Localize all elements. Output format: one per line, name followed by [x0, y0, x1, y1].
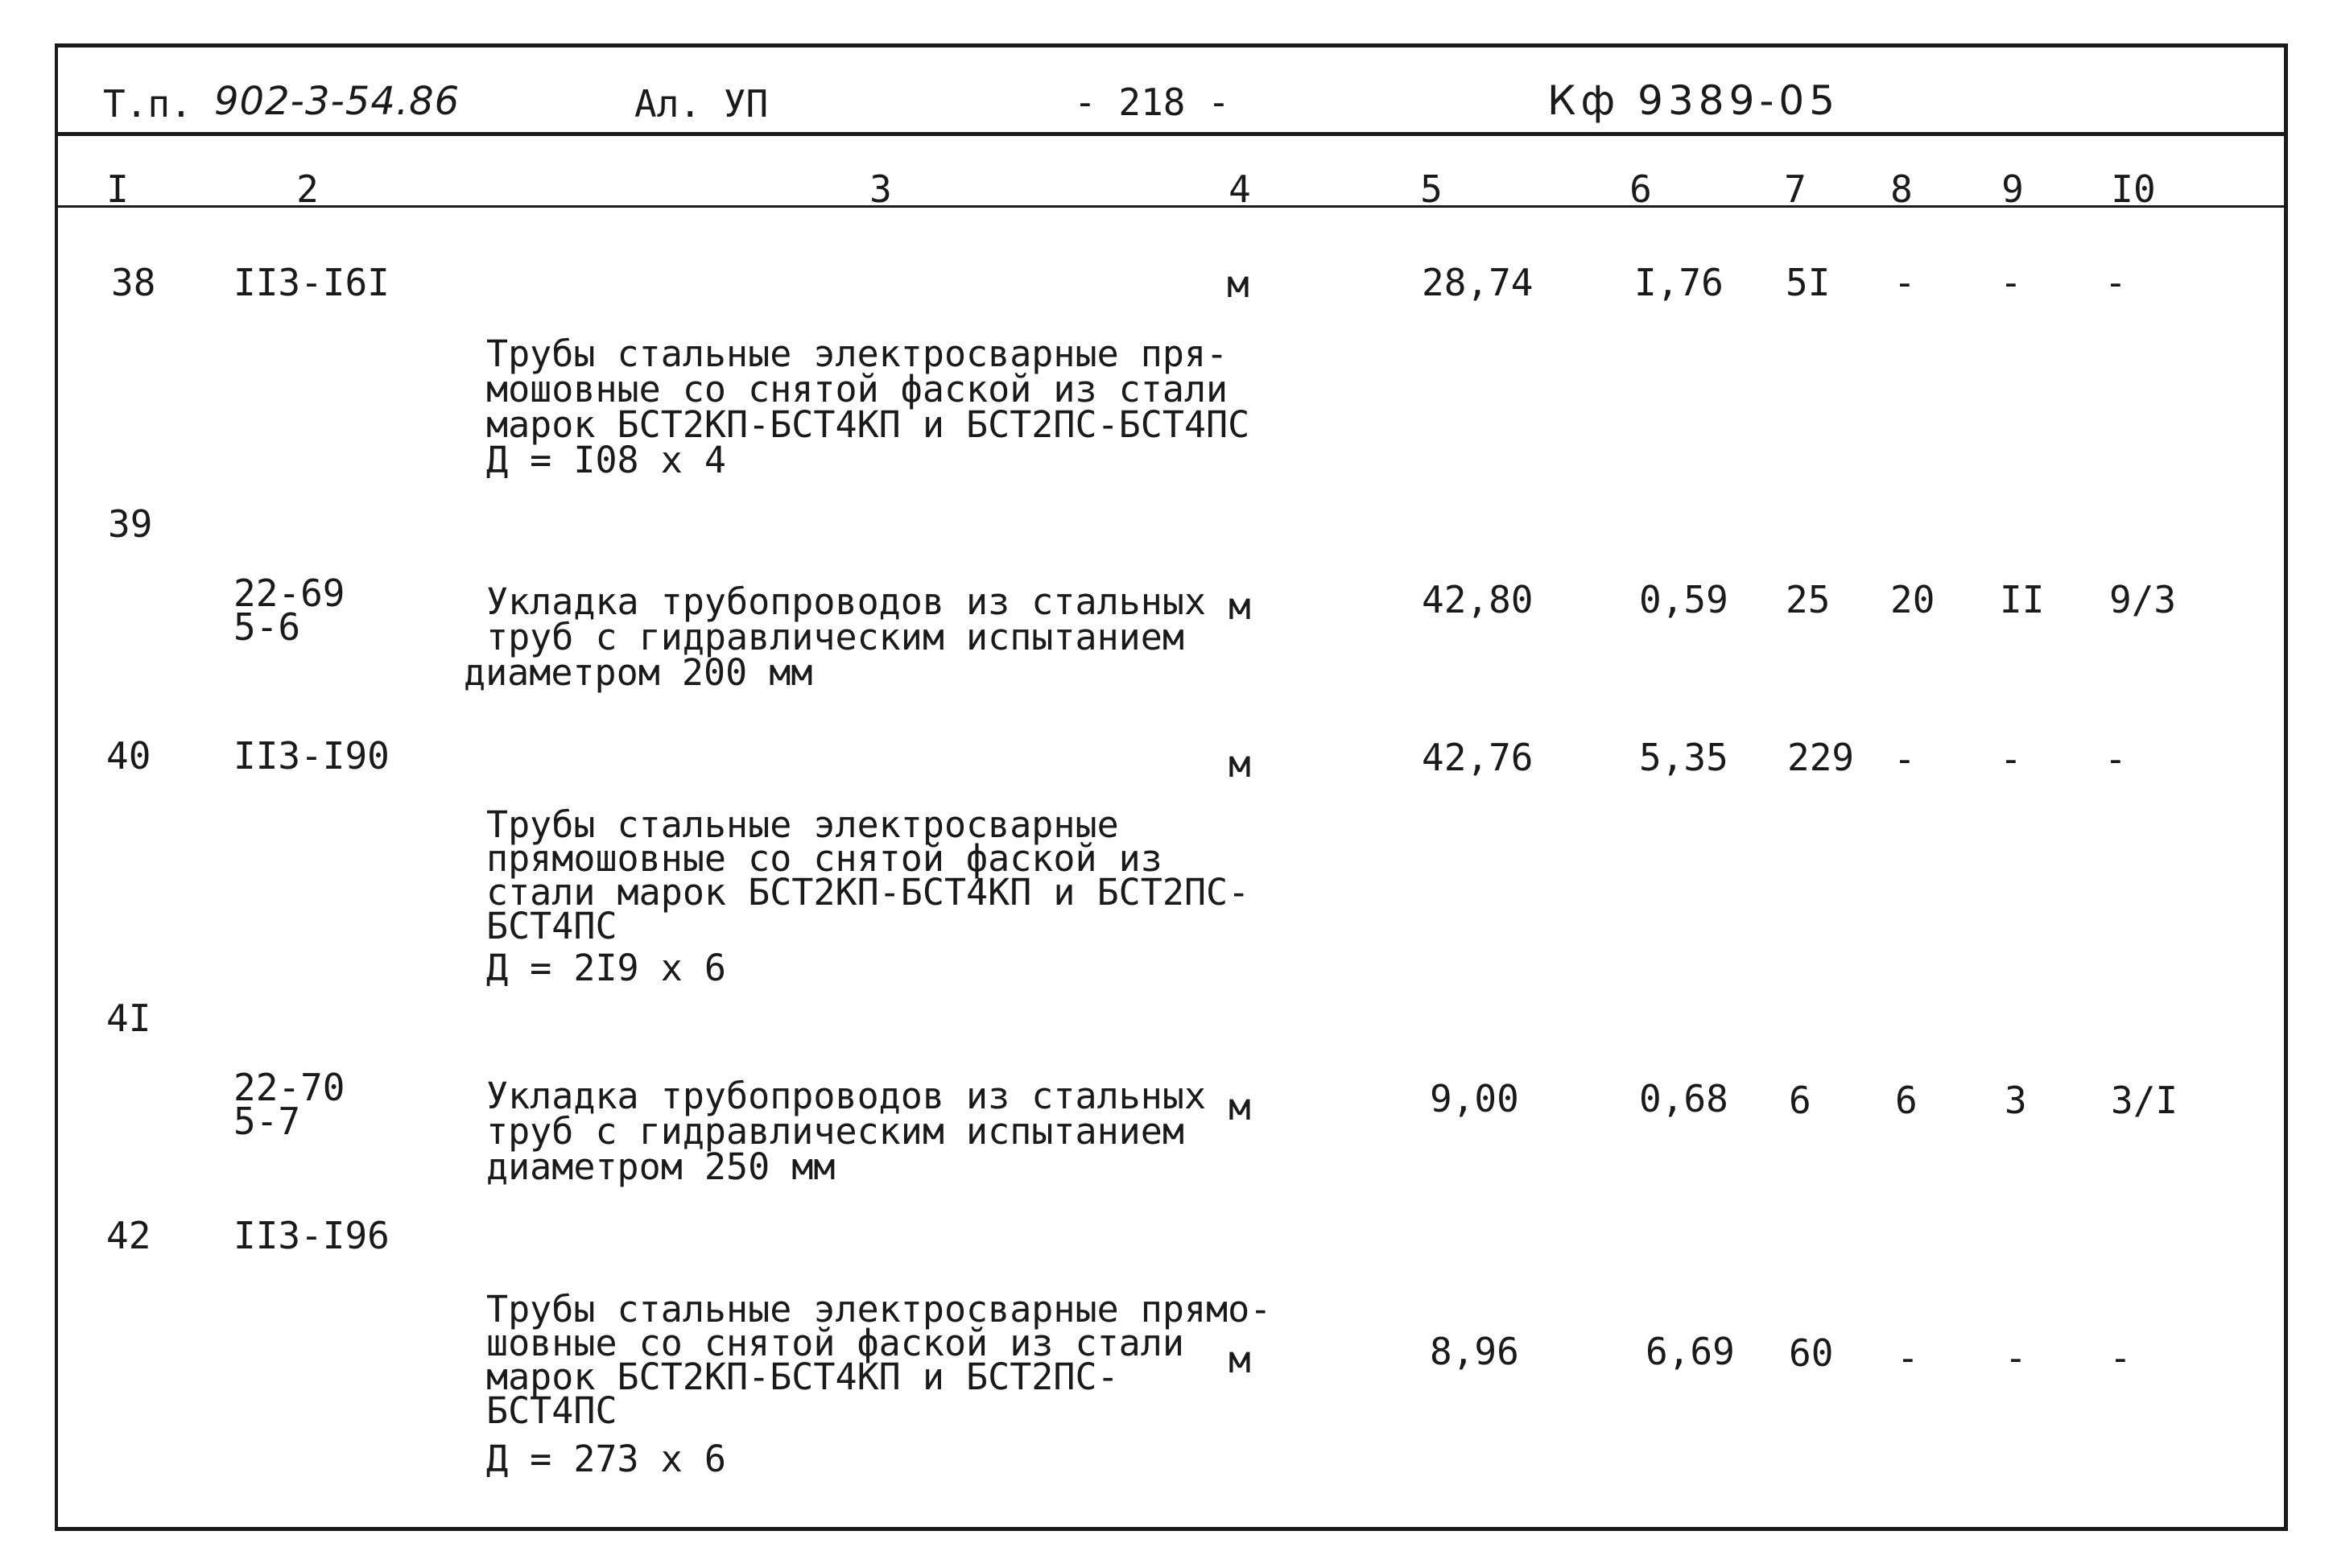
row-code: 22-70 5-7	[233, 1066, 345, 1143]
row-col6: 0,68	[1639, 1077, 1728, 1120]
row-col5: 9,00	[1430, 1077, 1519, 1120]
row-number: 40	[106, 734, 151, 778]
row-col5: 28,74	[1422, 261, 1534, 304]
column-header-1: I	[106, 167, 129, 211]
row-col10: -	[2109, 1336, 2132, 1380]
page-number: - 218 -	[1074, 80, 1230, 124]
header-divider	[56, 132, 2286, 136]
row-unit: м	[1229, 1338, 1251, 1381]
row-col10: -	[2104, 261, 2127, 304]
row-number: 38	[111, 261, 156, 304]
row-col9: -	[2000, 261, 2022, 304]
row-col5: 8,96	[1430, 1330, 1519, 1373]
row-unit: м	[1227, 262, 1249, 306]
column-header-6: 6	[1629, 167, 1652, 211]
doc-prefix: Т.п.	[103, 82, 192, 126]
row-col6: 6,69	[1646, 1330, 1735, 1373]
row-col10: 9/3	[2109, 578, 2177, 621]
row-col5: 42,76	[1422, 736, 1534, 779]
row-code: 22-69 5-6	[233, 571, 345, 649]
album-label: Ал. УП	[634, 82, 769, 126]
row-code: II3-I90	[233, 734, 390, 778]
row-col5: 42,80	[1422, 578, 1534, 621]
column-header-9: 9	[2001, 167, 2024, 211]
row-col7: 6	[1789, 1079, 1811, 1122]
row-code: II3-I6I	[233, 261, 390, 304]
column-header-4: 4	[1229, 167, 1251, 211]
doc-number: 902-3-54.86	[214, 79, 460, 124]
column-header-7: 7	[1784, 167, 1807, 211]
row-description: Трубы стальные электросварные пря- мошовные со снятой фаской из стали марок БСТ2КП-БСТ4КП и БСТ2ПС-БСТ4ПС Д = I08 х 4	[486, 332, 1250, 481]
row-unit: м	[1229, 1085, 1251, 1129]
row-description: Укладка трубопроводов из стальных труб с гидравлическим испытанием диаметром 250 мм	[486, 1075, 1207, 1188]
row-col8: 6	[1895, 1079, 1918, 1122]
row-description: Трубы стальные электросварные прямошовные со снятой фаской из стали марок БСТ2КП-БСТ4КП и БСТ2ПС- БСТ4ПС Д = 2I9 х 6	[486, 803, 1250, 989]
column-header-5: 5	[1420, 167, 1443, 211]
row-col7: 229	[1787, 736, 1855, 779]
row-col8: -	[1893, 261, 1916, 304]
row-col6: I,76	[1634, 261, 1724, 304]
row-unit: м	[1229, 742, 1251, 786]
row-col6: 5,35	[1639, 736, 1728, 779]
row-col8: -	[1893, 737, 1916, 781]
row-col9: II	[2000, 578, 2045, 621]
column-header-divider	[56, 205, 2286, 208]
document-code: Кф 9389-05	[1547, 77, 1840, 124]
row-description: Трубы стальные электросварные прямо- шовные со снятой фаской из стали марок БСТ2КП-БСТ4КП и БСТ2ПС- БСТ4ПС Д = 273 х 6	[486, 1288, 1272, 1480]
row-col9: -	[2005, 1336, 2027, 1380]
row-number: 42	[106, 1214, 151, 1257]
row-number: 39	[108, 502, 153, 546]
row-col8: 20	[1890, 578, 1935, 621]
row-description: Укладка трубопроводов из стальных труб с гидравлическим испытанием диаметром 200 мм	[464, 580, 1207, 694]
column-header-2: 2	[296, 167, 319, 211]
row-col7: 25	[1786, 578, 1831, 621]
column-header-10: I0	[2111, 167, 2156, 211]
row-col10: -	[2104, 737, 2127, 781]
row-number: 4I	[106, 997, 151, 1040]
row-col8: -	[1897, 1336, 1919, 1380]
column-header-8: 8	[1890, 167, 1913, 211]
row-col9: 3	[2005, 1079, 2027, 1122]
row-col7: 60	[1789, 1331, 1834, 1375]
row-unit: м	[1229, 584, 1251, 628]
row-col9: -	[2000, 737, 2022, 781]
row-col10: 3/I	[2111, 1079, 2178, 1122]
row-col7: 5I	[1786, 261, 1831, 304]
row-col6: 0,59	[1639, 578, 1728, 621]
row-code: II3-I96	[233, 1214, 390, 1257]
column-header-3: 3	[869, 167, 892, 211]
